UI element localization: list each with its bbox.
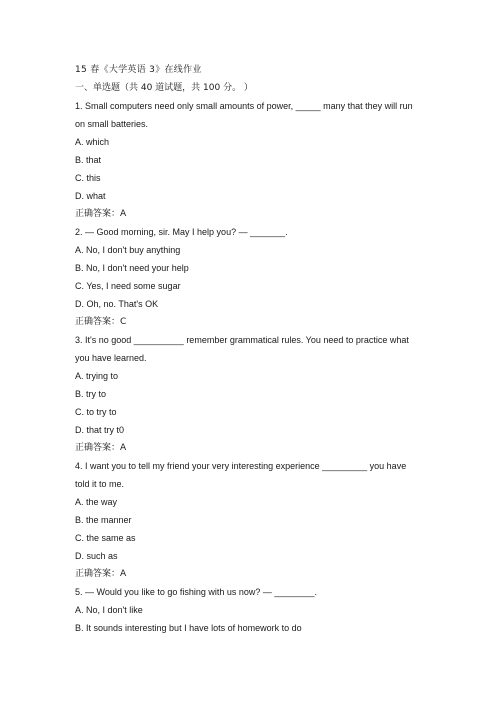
option-d: D. such as — [75, 551, 118, 561]
correct-answer: 正确答案：A — [75, 569, 127, 579]
option-c: C. the same as — [75, 533, 136, 543]
option-c: C. to try to — [75, 407, 117, 417]
option-b: B. that — [75, 155, 102, 165]
document-content — [75, 61, 431, 637]
question-stem-line-1: 5. — Would you like to go fishing with us now? — ________. — [75, 587, 317, 597]
option-a: A. No, I don't like — [75, 605, 143, 615]
option-d: D. Oh, no. That's OK — [75, 299, 159, 309]
option-d: D. what — [75, 191, 106, 201]
correct-answer: 正确答案：C — [75, 317, 127, 327]
question-3 — [75, 331, 431, 457]
page-title: 15 春《大学英语 3》在线作业 — [75, 65, 202, 75]
question-1 — [75, 97, 431, 223]
question-4 — [75, 457, 431, 583]
question-5 — [75, 583, 431, 637]
question-stem-line-1: 4. I want you to tell my friend your very interesting experience _________ you have — [75, 461, 407, 471]
question-stem-line-1: 3. It's no good __________ remember grammatical rules. You need to practice what — [75, 335, 409, 345]
option-a: A. trying to — [75, 371, 119, 381]
question-stem-line-2: you have learned. — [75, 353, 147, 363]
option-d: D. that try t0 — [75, 425, 125, 435]
section-heading: 一、单选题（共 40 道试题，共 100 分。 ） — [75, 83, 253, 93]
question-2 — [75, 223, 431, 331]
option-b: B. the manner — [75, 515, 132, 525]
correct-answer: 正确答案：A — [75, 443, 127, 453]
option-a: A. No, I don't buy anything — [75, 245, 181, 255]
question-stem-line-1: 1. Small computers need only small amounts of power, _____ many that they will run — [75, 101, 413, 111]
option-a: A. the way — [75, 497, 118, 507]
option-c: C. this — [75, 173, 101, 183]
question-stem-line-1: 2. — Good morning, sir. May I help you? — _______. — [75, 227, 288, 237]
question-stem-line-2: on small batteries. — [75, 119, 149, 129]
option-b: B. It sounds interesting but I have lots of homework to do — [75, 623, 302, 633]
option-b: B. try to — [75, 389, 107, 399]
question-stem-line-2: told it to me. — [75, 479, 125, 489]
option-c: C. Yes, I need some sugar — [75, 281, 181, 291]
option-b: B. No, I don't need your help — [75, 263, 189, 273]
correct-answer: 正确答案：A — [75, 209, 127, 219]
option-a: A. which — [75, 137, 110, 147]
